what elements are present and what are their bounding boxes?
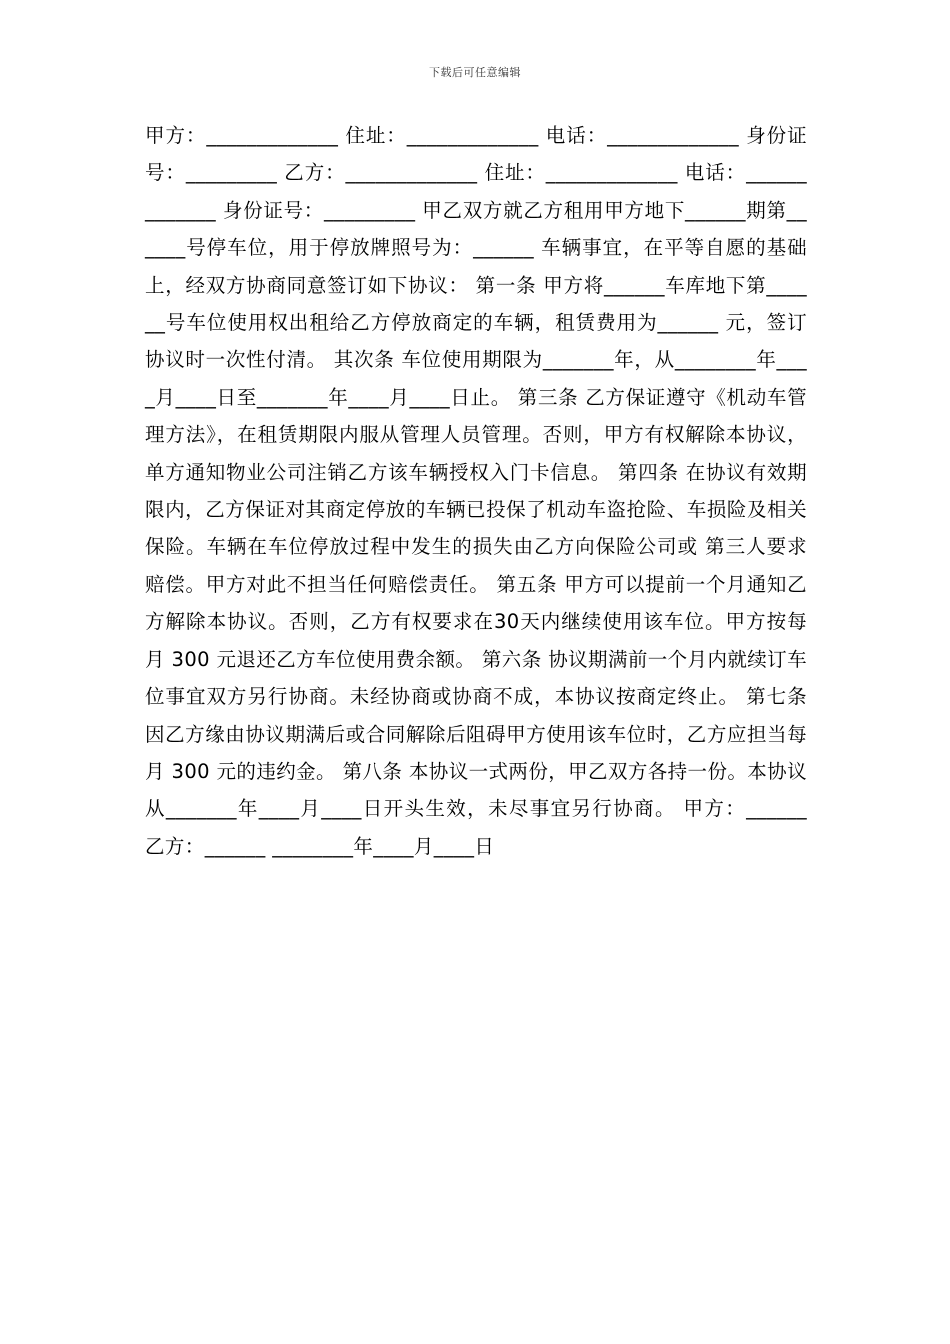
page-header: 下载后可任意编辑 — [429, 66, 521, 79]
agreement-body: 甲方：_____________ 住址：_____________ 电话：_____________ 身份证号：_________ 乙方：_____________ 住址：_____________ 电话：_____________ 身份证号：_________ 甲乙双方就乙方租用甲方地下______期第______号停车位，用于停放牌照号为：______ 车辆事宜，在平等自愿的基础上，经双方协商同意签订如下协议： 第一条 甲方将______车库地下第______号车位使用权出租给乙方停放商定的车辆，租赁费用为______ 元，签订协议时一次性付清。 其次条 车位使用期限为_______年，从________年____月____日至_______年____月____日止。 第三条 乙方保证遵守《机动车管理方法》，在租赁期限内服从管理人员管理。否则，甲方有权解除本协议，单方通知物业公司注销乙方该车辆授权入门卡信息。 第四条 在协议有效期限内，乙方保证对其商定停放的车辆已投保了机动车盗抢险、车损险及相关保险。车辆在车位停放过程中发生的损失由乙方向保险公司或 第三人要求赔偿。甲方对此不担当任何赔偿责任。 第五条 甲方可以提前一个月通知乙方解除本协议。否则，乙方有权要求在30天内继续使用该车位。甲方按每月 300 元退还乙方车位使用费余额。 第六条 协议期满前一个月内就续订车位事宜双方另行协商。未经协商或协商不成，本协议按商定终止。 第七条 因乙方缘由协议期满后或合同解除后阻碍甲方使用该车位时，乙方应担当每月 300 元的违约金。 第八条 本协议一式两份，甲乙双方各持一份。本协议从_______年____月____日开头生效，未尽事宜另行协商。 甲方：______ 乙方：______ ________年____月____日 — [145, 124, 807, 858]
